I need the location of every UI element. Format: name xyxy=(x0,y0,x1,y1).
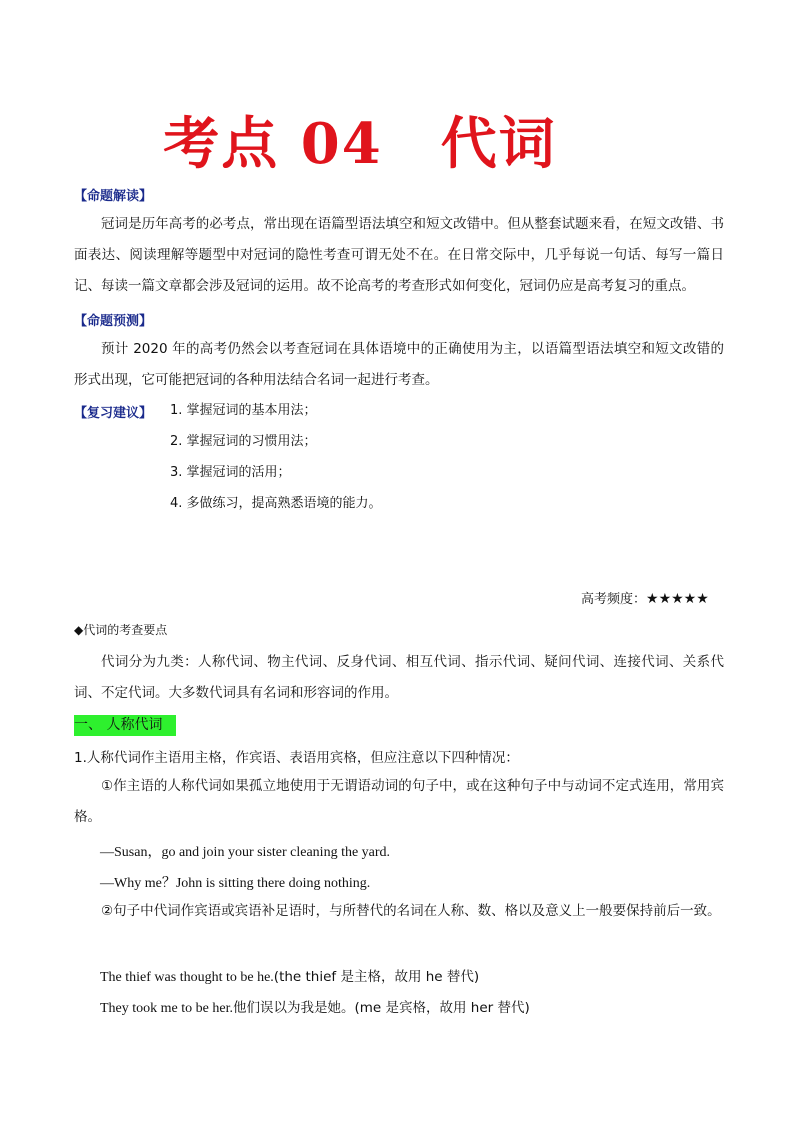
star-rating-icon: ★★★★★ xyxy=(646,591,709,607)
example-2b xyxy=(100,996,530,1017)
example-2a xyxy=(100,965,479,986)
title-topic-name: 代词 xyxy=(440,111,557,177)
prediction-paragraph: 预计 2020 年的高考仍然会以考查冠词在具体语境中的正确使用为主，以语篇型语法填空和短文改错的形式出现，它可能把冠词的各种用法结合名词一起进行考查。 xyxy=(74,341,724,388)
example-1a: —Susan，go and join your sister cleaning the yard. xyxy=(100,845,391,860)
overview-paragraph: 代词分为九类：人称代词、物主代词、反身代词、相互代词、指示代词、疑问代词、连接代词、关系代词、不定代词。大多数代词具有名词和形容词的作用。 xyxy=(74,654,724,701)
page-title xyxy=(0,100,720,180)
rule-text: 1.人称代词作主语用主格，作宾语、表语用宾格，但应注意以下四种情况： xyxy=(74,750,519,766)
exam-frequency xyxy=(581,588,709,607)
example-2b-note: 他们误以为我是她。(me 是宾格，故用 her 替代) xyxy=(232,1000,530,1016)
advice-item: 4. 多做练习，提高熟悉语境的能力。 xyxy=(170,496,382,511)
interpretation-paragraph: 冠词是历年高考的必考点，常出现在语篇型语法填空和短文改错中。但从整套试题来看，在短文改错、书面表达、阅读理解等题型中对冠词的隐性考查可谓无处不在。在日常交际中，几乎每说一句话、每写一篇日记、每读一篇文章都会涉及冠词的运用。故不论高考的考查形式如何变化，冠词仍应是高考复习的重点。 xyxy=(74,216,724,294)
interpretation-heading: 【命题解读】 xyxy=(74,189,153,204)
overview-title: ◆代词的考查要点 xyxy=(74,623,168,637)
advice-item: 1. 掌握冠词的基本用法； xyxy=(170,403,317,418)
prediction-heading: 【命题预测】 xyxy=(74,314,153,329)
example-2a-english: The thief was thought to be he. xyxy=(100,970,274,985)
frequency-label: 高考频度： xyxy=(581,592,647,607)
advice-item: 3. 掌握冠词的活用； xyxy=(170,465,291,480)
example-2a-note: (the thief 是主格，故用 he 替代) xyxy=(273,969,480,985)
example-2b-english: They took me to be her. xyxy=(100,1001,233,1016)
title-topic-number: 考点 04 xyxy=(163,111,383,177)
case-1-text: ①作主语的人称代词如果孤立地使用于无谓语动词的句子中，或在这种句子中与动词不定式连用，常用宾格。 xyxy=(74,778,724,825)
section-heading-personal-pronouns: 一、 人称代词 xyxy=(74,715,176,736)
case-2-text: ②句子中代词作宾语或宾语补足语时，与所替代的名词在人称、数、格以及意义上一般要保持前后一致。 xyxy=(101,903,721,919)
advice-list xyxy=(170,399,382,523)
example-1b: —Why me？John is sitting there doing nothing. xyxy=(100,876,371,891)
advice-item: 2. 掌握冠词的习惯用法； xyxy=(170,434,317,449)
advice-heading: 【复习建议】 xyxy=(74,406,153,421)
